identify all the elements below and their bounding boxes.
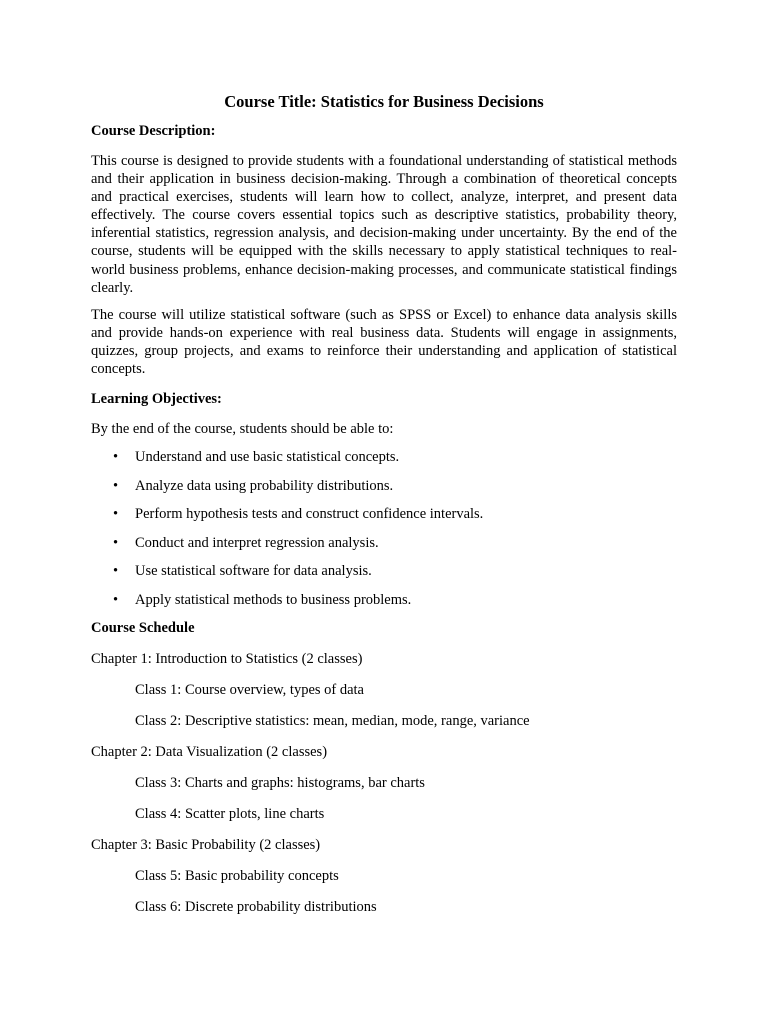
objective-text: Understand and use basic statistical concepts.: [135, 449, 400, 466]
objective-text: Apply statistical methods to business problems.: [135, 591, 412, 608]
list-item: [91, 591, 677, 609]
class-item: Class 4: Scatter plots, line charts: [135, 806, 325, 823]
bullet-icon: •: [113, 534, 119, 551]
objectives-heading: Learning Objectives:: [91, 391, 222, 408]
class-item: Class 6: Discrete probability distributions: [135, 899, 377, 916]
objective-text: Use statistical software for data analysis.: [135, 563, 372, 580]
bullet-icon: •: [113, 477, 119, 494]
class-item: Class 1: Course overview, types of data: [135, 682, 364, 699]
description-paragraph-2: The course will utilize statistical software (such as SPSS or Excel) to enhance data analysis skills and provide hands-on experience with real business data. Students will engage in assignments, quizzes, group projects, and exams to reinforce their understanding and application of statistical concepts.: [91, 306, 677, 378]
class-item: Class 3: Charts and graphs: histograms, bar charts: [135, 775, 425, 792]
objective-text: Perform hypothesis tests and construct confidence intervals.: [135, 506, 484, 523]
bullet-icon: •: [113, 449, 119, 466]
bullet-icon: •: [113, 506, 119, 523]
list-item: [91, 505, 677, 523]
chapter-2-title: Chapter 2: Data Visualization (2 classes): [91, 744, 328, 761]
course-title: Course Title: Statistics for Business Decisions: [224, 92, 544, 111]
chapter-1-title: Chapter 1: Introduction to Statistics (2 classes): [91, 651, 363, 668]
objectives-list: [91, 448, 677, 609]
schedule-heading: Course Schedule: [91, 620, 195, 637]
list-item: [91, 534, 677, 552]
description-paragraph-1: This course is designed to provide students with a foundational understanding of statistical methods and their application in business decision-making. Through a combination of theoretical concepts and practical exercises, students will learn how to collect, analyze, interpret, and present data effectively. The course covers essential topics such as descriptive statistics, probability theory, inferential statistics, regression analysis, and decision-making under uncertainty. By the end of the course, students will be equipped with the skills necessary to apply statistical techniques to real-world business problems, enhance decision-making processes, and communicate statistical findings clearly.: [91, 153, 677, 296]
list-item: [91, 477, 677, 495]
class-item: Class 5: Basic probability concepts: [135, 868, 339, 885]
bullet-icon: •: [113, 563, 119, 580]
objectives-intro: By the end of the course, students should be able to:: [91, 421, 394, 438]
bullet-icon: •: [113, 591, 119, 608]
description-heading: Course Description:: [91, 123, 216, 139]
objective-text: Conduct and interpret regression analysis.: [135, 534, 379, 551]
list-item: [91, 448, 677, 466]
class-item: Class 2: Descriptive statistics: mean, median, mode, range, variance: [135, 713, 530, 730]
chapter-3-title: Chapter 3: Basic Probability (2 classes): [91, 837, 321, 854]
list-item: [91, 562, 677, 580]
objective-text: Analyze data using probability distributions.: [135, 477, 394, 494]
